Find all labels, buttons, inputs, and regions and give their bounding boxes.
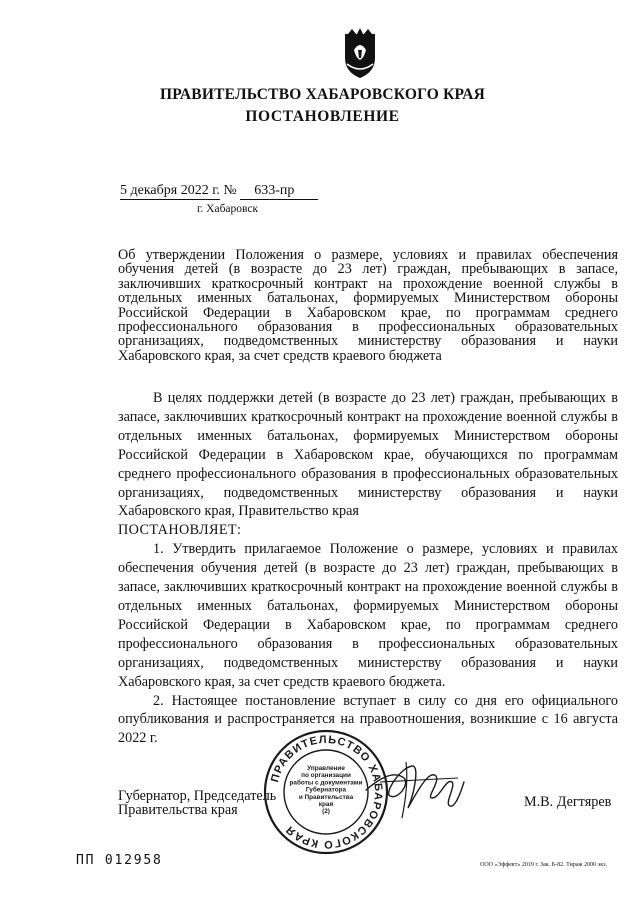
document-number: 633-пр: [240, 183, 318, 200]
number-sign: №: [223, 183, 237, 198]
signer-name: М.В. Дегтярев: [524, 794, 612, 810]
document-type: ПОСТАНОВЛЕНИЕ: [245, 108, 400, 125]
stamp-center-line: по организации: [301, 772, 351, 780]
stamp-center-line: края: [318, 801, 334, 808]
signer-title-line1: Губернатор, Председатель: [118, 788, 277, 804]
item-2-paragraph: 2. Настоящее постановление вступает в силу со дня его официального опубликования и распространяется на правоотношения, возникшие с 16 августа 2022 г.: [118, 692, 618, 747]
signer-title-line2: Правительства края: [118, 802, 238, 818]
stamp-center-text: [290, 765, 363, 815]
stamp-center-line: работы с документами: [289, 779, 363, 787]
coat-of-arms-emblem: [340, 28, 380, 80]
stamp-center-line: Управление: [307, 765, 345, 772]
stamp-center-line: (2): [322, 808, 330, 816]
stamp-center-line: и Правительства: [298, 793, 354, 801]
document-subject: Об утверждении Положения о размере, условиях и правилах обеспечения обучения детей (в возрасте до 23 лет) граждан, пребывающих в запасе, заключивших краткосрочный контракт на прохождение военной службы в отдельных именных батальонах, формируемых Министерством обороны Российской Федерации в Хабаровском крае, по программам среднего профессионального образования в профессиональных образовательных организациях, подведомственных министерству образования и науки Хабаровского края, за счет средств краевого бюджета: [118, 247, 618, 364]
form-serial-number: ПП 012958: [76, 853, 163, 868]
document-city: г. Хабаровск: [197, 203, 259, 215]
document-date: 5 декабря 2022 г.: [120, 183, 220, 198]
signer-title: [118, 789, 276, 817]
stamp-ring-text: ПРАВИТЕЛЬСТВО ХАБАРОВСКОГО КРАЯ: [269, 733, 385, 851]
handwritten-signature: [360, 748, 470, 828]
printer-imprint: ООО «Эффект» 2019 г. Зак. Б-82. Тираж 2000 экз.: [480, 862, 607, 868]
resolves-heading: ПОСТАНОВЛЯЕТ:: [118, 522, 242, 539]
document-body: [118, 389, 618, 748]
item-1-paragraph: 1. Утвердить прилагаемое Положение о размере, условиях и правилах обеспечения обучения детей (в возрасте до 23 лет) граждан, пребывающих в запасе, заключивших краткосрочный контракт на прохождение военной службы в отдельных именных батальонах, формируемых Министерством обороны Российской Федерации в Хабаровском крае, по программам среднего профессионального образования в профессиональных образовательных организациях, подведомственных министерству образования и науки Хабаровского края, за счет средств краевого бюджета.: [118, 541, 618, 690]
preamble-paragraph: В целях поддержки детей (в возрасте до 23 лет) граждан, пребывающих в запасе, заключивших краткосрочный контракт на прохождение военной службы в отдельных именных батальонах, формируемых Министерством обороны Российской Федерации в Хабаровском крае, обучающихся по программам среднего профессионального образования в профессиональных образовательных организациях, подведомственных министерству образования и науки Хабаровского края, Правительство края: [118, 390, 618, 520]
government-title: ПРАВИТЕЛЬСТВО ХАБАРОВСКОГО КРАЯ: [159, 86, 486, 103]
date-number-line: [120, 183, 318, 200]
stamp-center-line: Губернатора: [305, 786, 347, 794]
